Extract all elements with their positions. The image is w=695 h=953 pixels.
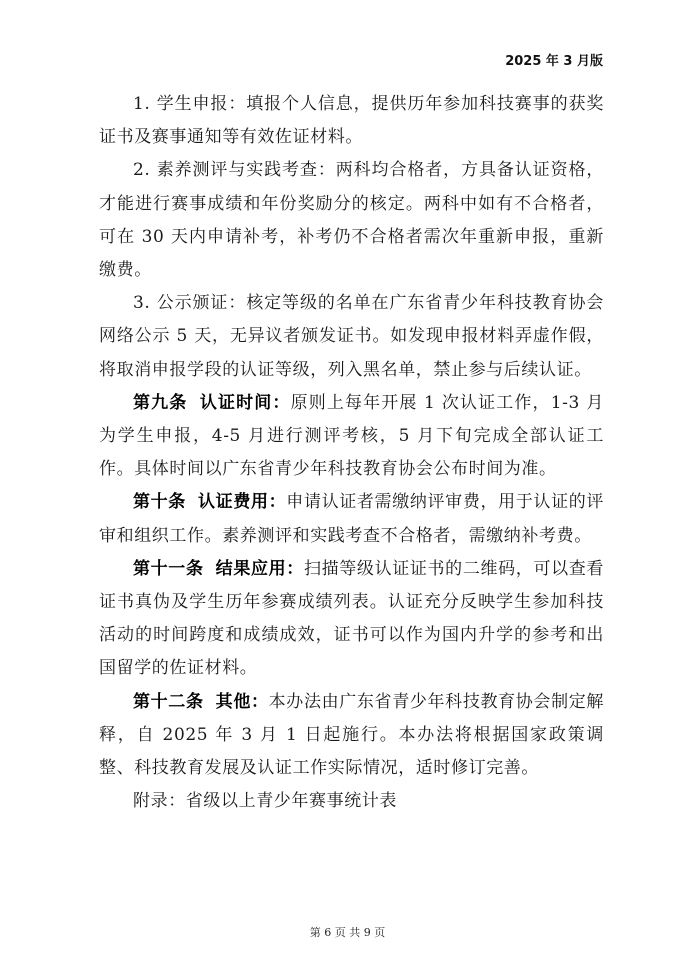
paragraph-student-application: 1. 学生申报：填报个人信息，提供历年参加科技赛事的获奖证书及赛事通知等有效佐证材料。 — [99, 94, 604, 148]
article-9-number: 第九条 — [133, 392, 188, 413]
body-text — [99, 88, 604, 818]
version-label: 2025 年 3 月版 — [505, 54, 603, 69]
article-9 — [99, 387, 604, 487]
article-12 — [99, 686, 604, 786]
article-10-title: 认证费用： — [197, 492, 287, 513]
article-11-text: 扫描等级认证证书的二维码，可以查看证书真伪及学生历年参赛成绩列表。认证充分反映学生参加科技活动的时间跨度和成绩成效，证书可以作为国内升学的参考和出国留学的佐证材料。 — [99, 558, 605, 679]
paragraph-assessment: 2. 素养测评与实践考查：两科均合格者，方具备认证资格，才能进行赛事成绩和年份奖励分的核定。两科中如有不合格者，可在 30 天内申请补考，补考仍不合格者需次年重新申报，重新缴费。 — [99, 160, 604, 281]
article-11-title: 结果应用： — [215, 558, 304, 579]
article-11-number: 第十一条 — [133, 558, 204, 579]
article-10 — [99, 486, 604, 552]
article-9-text: 原则上每年开展 1 次认证工作，1-3 月为学生申报，4-5 月进行测评考核，5 月下旬完成全部认证工作。具体时间以广东省青少年科技教育协会公布时间为准。 — [99, 392, 604, 480]
article-10-number: 第十条 — [133, 492, 186, 513]
appendix-line: 附录：省级以上青少年赛事统计表 — [133, 791, 397, 812]
article-12-number: 第十二条 — [133, 691, 204, 712]
article-12-title: 其他： — [215, 691, 269, 712]
article-11 — [99, 553, 604, 686]
article-12-text: 本办法由广东省青少年科技教育协会制定解释，自 2025 年 3 月 1 日起施行。本办法将根据国家政策调整、科技教育发展及认证工作实际情况，适时修订完善。 — [99, 691, 604, 779]
article-10-text: 申请认证者需缴纳评审费，用于认证的评审和组织工作。素养测评和实践考查不合格者，需缴纳补考费。 — [99, 492, 604, 546]
page-number: 第 6 页 共 9 页 — [309, 926, 386, 939]
article-9-title: 认证时间： — [199, 392, 291, 413]
paragraph-publicity: 3. 公示颁证：核定等级的名单在广东省青少年科技教育协会网络公示 5 天，无异议者颁发证书。如发现申报材料弄虚作假，将取消申报学段的认证等级，列入黑名单，禁止参与后续认证。 — [99, 293, 604, 380]
